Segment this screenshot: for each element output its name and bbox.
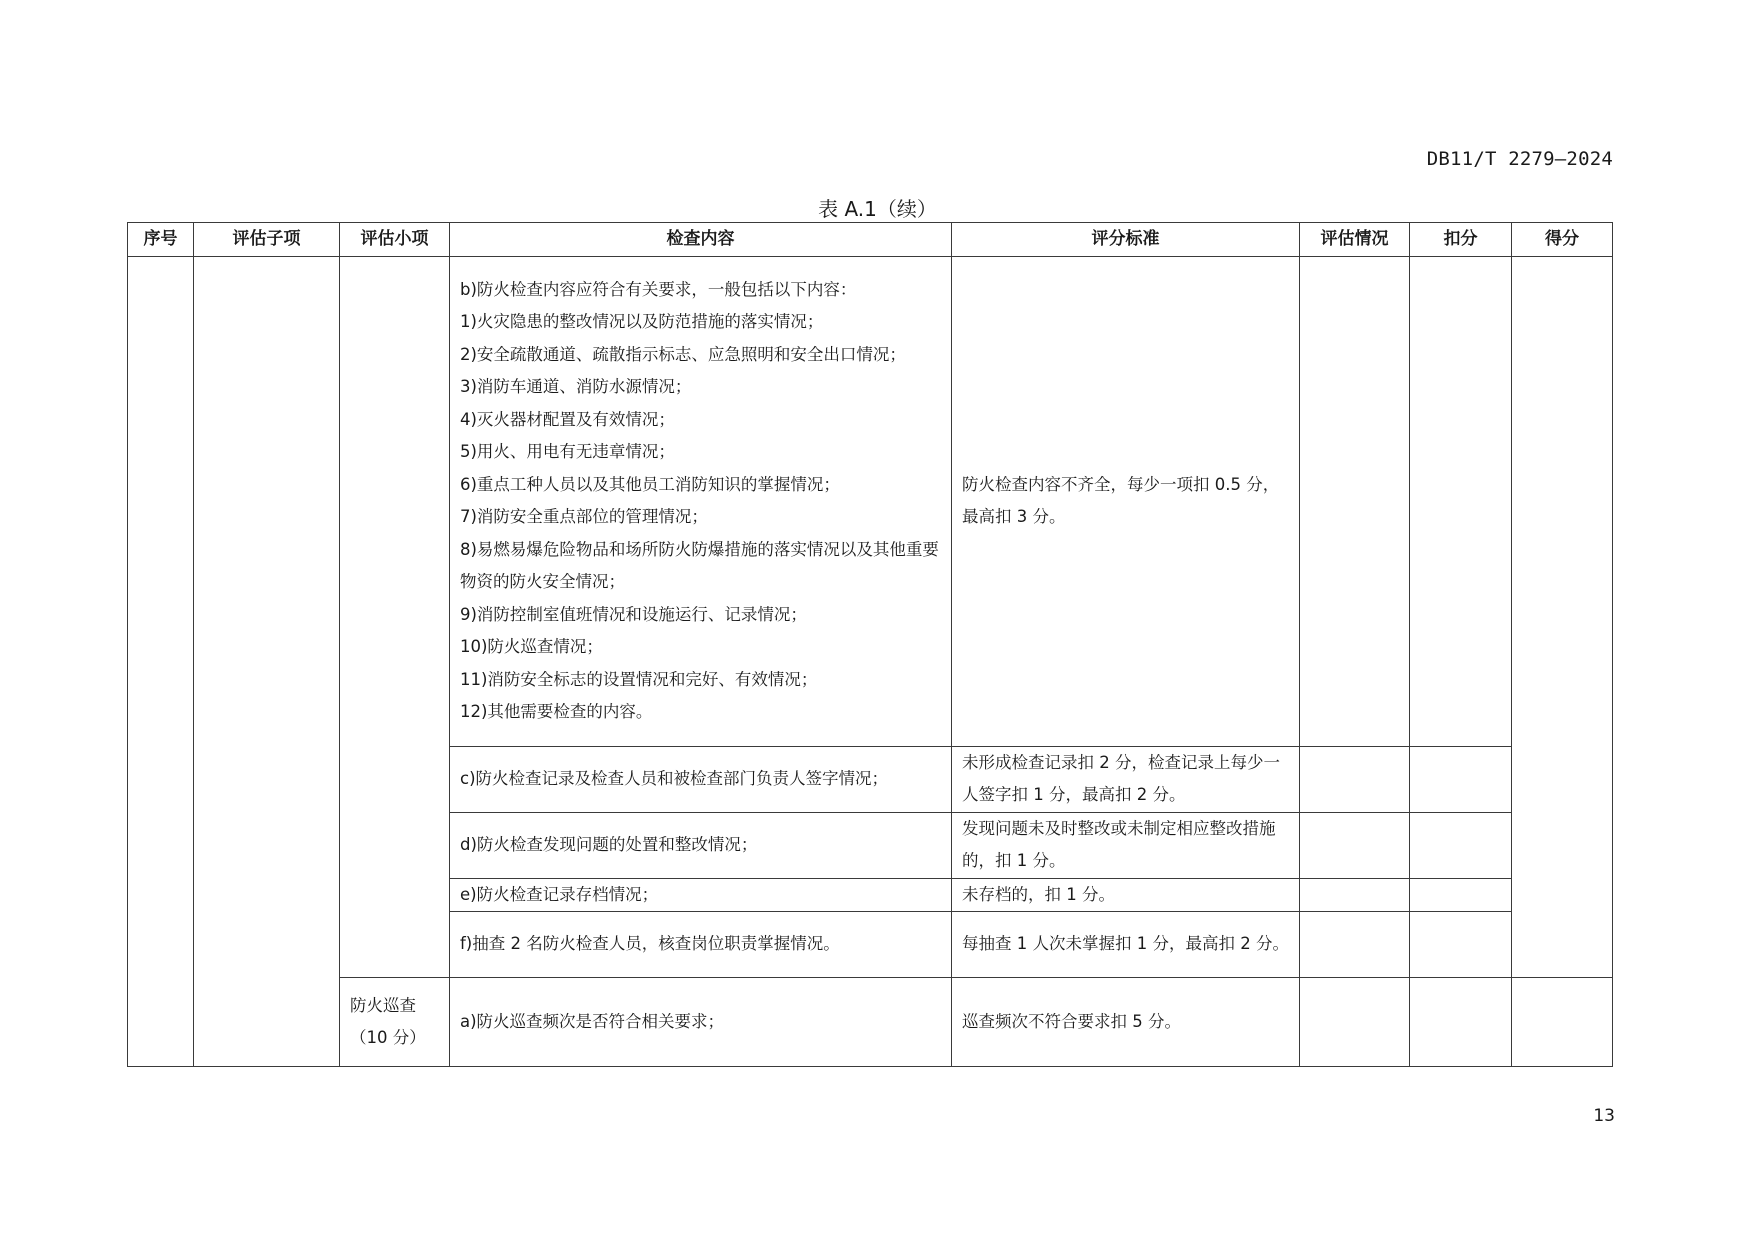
deduction-cell	[1410, 812, 1512, 878]
content-line: 10)防火巡查情况；	[460, 637, 603, 656]
content-line: 2)安全疏散通道、疏散指示标志、应急照明和安全出口情况；	[460, 344, 906, 364]
check-content-d: d)防火检查发现问题的处置和整改情况；	[450, 812, 952, 878]
deduction-cell	[1410, 746, 1512, 812]
assessment-cell	[1300, 912, 1410, 978]
col-header-sub-item: 评估子项	[194, 223, 340, 257]
content-line: 5)用火、用电有无违章情况；	[460, 442, 675, 461]
assessment-cell	[1300, 878, 1410, 912]
page-number: 13	[1593, 1106, 1615, 1126]
assessment-table	[127, 222, 1613, 1067]
deduction-cell	[1410, 878, 1512, 912]
scoring-standard-patrol-a: 巡查频次不符合要求扣 5 分。	[952, 978, 1300, 1067]
deduction-cell	[1410, 978, 1512, 1067]
col-header-deduction: 扣分	[1410, 223, 1512, 257]
deduction-cell	[1410, 256, 1512, 746]
col-header-small-item: 评估小项	[340, 223, 450, 257]
content-line: 8)易燃易爆危险物品和场所防火防爆措施的落实情况以及其他重要物资的防火安全情况；	[460, 539, 939, 591]
content-line: b)防火检查内容应符合有关要求，一般包括以下内容：	[460, 279, 857, 299]
scoring-standard-d: 发现问题未及时整改或未制定相应整改措施的，扣 1 分。	[952, 812, 1300, 878]
scoring-standard-e: 未存档的，扣 1 分。	[952, 878, 1300, 912]
content-line: 11)消防安全标志的设置情况和完好、有效情况；	[460, 669, 818, 689]
document-code: DB11/T 2279—2024	[1426, 148, 1613, 170]
table-title: 表 A.1（续）	[818, 197, 937, 221]
scoring-standard-c: 未形成检查记录扣 2 分，检查记录上每少一人签字扣 1 分，最高扣 2 分。	[952, 746, 1300, 812]
content-line: 4)灭火器材配置及有效情况；	[460, 409, 675, 429]
col-header-assessment: 评估情况	[1300, 223, 1410, 257]
small-item-fire-patrol: 防火巡查（10 分）	[340, 978, 450, 1067]
content-line: 12)其他需要检查的内容。	[460, 702, 653, 721]
content-line: 6)重点工种人员以及其他员工消防知识的掌握情况；	[460, 474, 840, 494]
content-line: 7)消防安全重点部位的管理情况；	[460, 507, 708, 526]
check-content-patrol-a: a)防火巡查频次是否符合相关要求；	[450, 978, 952, 1067]
col-header-scoring-standard: 评分标准	[952, 223, 1300, 257]
check-content-c: c)防火检查记录及检查人员和被检查部门负责人签字情况；	[450, 746, 952, 812]
small-item-cell	[340, 256, 450, 978]
col-header-check-content: 检查内容	[450, 223, 952, 257]
check-content-f: f)抽查 2 名防火检查人员，核查岗位职责掌握情况。	[450, 912, 952, 978]
assessment-cell	[1300, 812, 1410, 878]
assessment-cell	[1300, 256, 1410, 746]
score-cell	[1512, 978, 1613, 1067]
table-row	[128, 256, 1613, 746]
table-row	[128, 978, 1613, 1067]
col-header-score: 得分	[1512, 223, 1613, 257]
score-cell	[1512, 256, 1613, 978]
content-line: 3)消防车通道、消防水源情况；	[460, 377, 692, 396]
check-content-b	[450, 256, 952, 746]
deduction-cell	[1410, 912, 1512, 978]
index-cell	[128, 256, 194, 1067]
check-content-e: e)防火检查记录存档情况；	[450, 878, 952, 912]
table-header-row	[128, 223, 1613, 257]
col-header-index: 序号	[128, 223, 194, 257]
content-line: 1)火灾隐患的整改情况以及防范措施的落实情况；	[460, 312, 824, 331]
assessment-cell	[1300, 746, 1410, 812]
scoring-standard-b: 防火检查内容不齐全，每少一项扣 0.5 分，最高扣 3 分。	[952, 256, 1300, 746]
content-line: 9)消防控制室值班情况和设施运行、记录情况；	[460, 604, 807, 624]
assessment-cell	[1300, 978, 1410, 1067]
scoring-standard-f: 每抽查 1 人次未掌握扣 1 分，最高扣 2 分。	[952, 912, 1300, 978]
sub-item-cell	[194, 256, 340, 1067]
